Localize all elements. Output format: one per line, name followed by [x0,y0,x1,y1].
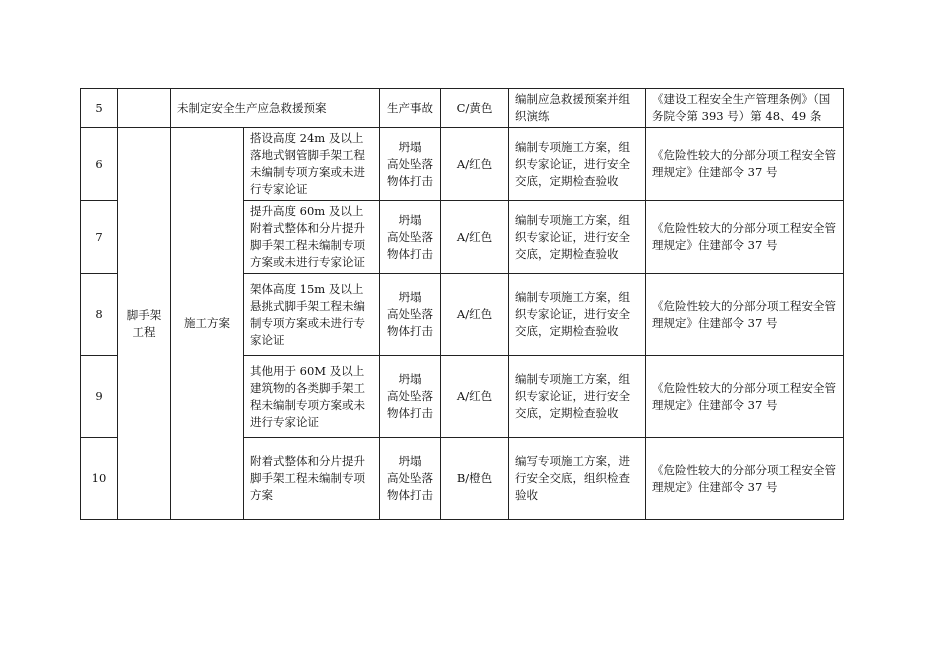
item-cell: 未制定安全生产应急救援预案 [171,89,380,128]
risk-level-cell: A/红色 [441,128,509,201]
risk-level-cell: A/红色 [441,274,509,356]
control-measure-cell: 编制专项施工方案，组织专家论证，进行安全交底，定期检查验收 [509,201,646,274]
accident-type-cell: 坍塌 高处坠落 物体打击 [380,128,441,201]
legal-basis-cell: 《危险性较大的分部分项工程安全管理规定》住建部令 37 号 [646,128,844,201]
accident-type-cell: 生产事故 [380,89,441,128]
table-row [81,89,844,128]
control-measure-cell: 编制应急救援预案并组织演练 [509,89,646,128]
hazard-description-cell: 提升高度 60m 及以上附着式整体和分片提升脚手架工程未编制专项方案或未进行专家论证 [244,201,380,274]
control-measure-cell: 编制专项施工方案，组织专家论证，进行安全交底，定期检查验收 [509,128,646,201]
accident-type-cell: 坍塌 高处坠落 物体打击 [380,274,441,356]
risk-level-cell: C/黄色 [441,89,509,128]
hazard-description-cell: 搭设高度 24m 及以上落地式钢管脚手架工程未编制专项方案或未进行专家论证 [244,128,380,201]
legal-basis-cell: 《危险性较大的分部分项工程安全管理规定》住建部令 37 号 [646,274,844,356]
control-measure-cell: 编写专项施工方案，进行安全交底，组织检查验收 [509,438,646,520]
legal-basis-cell: 《危险性较大的分部分项工程安全管理规定》住建部令 37 号 [646,356,844,438]
category-cell: 脚手架 工程 [118,128,171,520]
row-number: 8 [81,274,118,356]
accident-type-cell: 坍塌 高处坠落 物体打击 [380,356,441,438]
hazard-description-cell: 其他用于 60M 及以上建筑物的各类脚手架工程未编制专项方案或未进行专家论证 [244,356,380,438]
table-row [81,128,844,201]
legal-basis-cell: 《危险性较大的分部分项工程安全管理规定》住建部令 37 号 [646,438,844,520]
row-number: 7 [81,201,118,274]
hazard-table [80,88,844,520]
hazard-description-cell: 附着式整体和分片提升脚手架工程未编制专项方案 [244,438,380,520]
legal-basis-cell: 《危险性较大的分部分项工程安全管理规定》住建部令 37 号 [646,201,844,274]
control-measure-cell: 编制专项施工方案，组织专家论证，进行安全交底，定期检查验收 [509,274,646,356]
risk-level-cell: A/红色 [441,201,509,274]
row-number: 9 [81,356,118,438]
category-cell [118,89,171,128]
risk-level-cell: B/橙色 [441,438,509,520]
row-number: 5 [81,89,118,128]
control-measure-cell: 编制专项施工方案，组织专家论证，进行安全交底，定期检查验收 [509,356,646,438]
hazard-description-cell: 架体高度 15m 及以上悬挑式脚手架工程未编制专项方案或未进行专家论证 [244,274,380,356]
sub-category-cell: 施工方案 [171,128,244,520]
row-number: 10 [81,438,118,520]
accident-type-cell: 坍塌 高处坠落 物体打击 [380,201,441,274]
row-number: 6 [81,128,118,201]
legal-basis-cell: 《建设工程安全生产管理条例》（国务院令第 393 号）第 48、49 条 [646,89,844,128]
risk-level-cell: A/红色 [441,356,509,438]
accident-type-cell: 坍塌 高处坠落 物体打击 [380,438,441,520]
